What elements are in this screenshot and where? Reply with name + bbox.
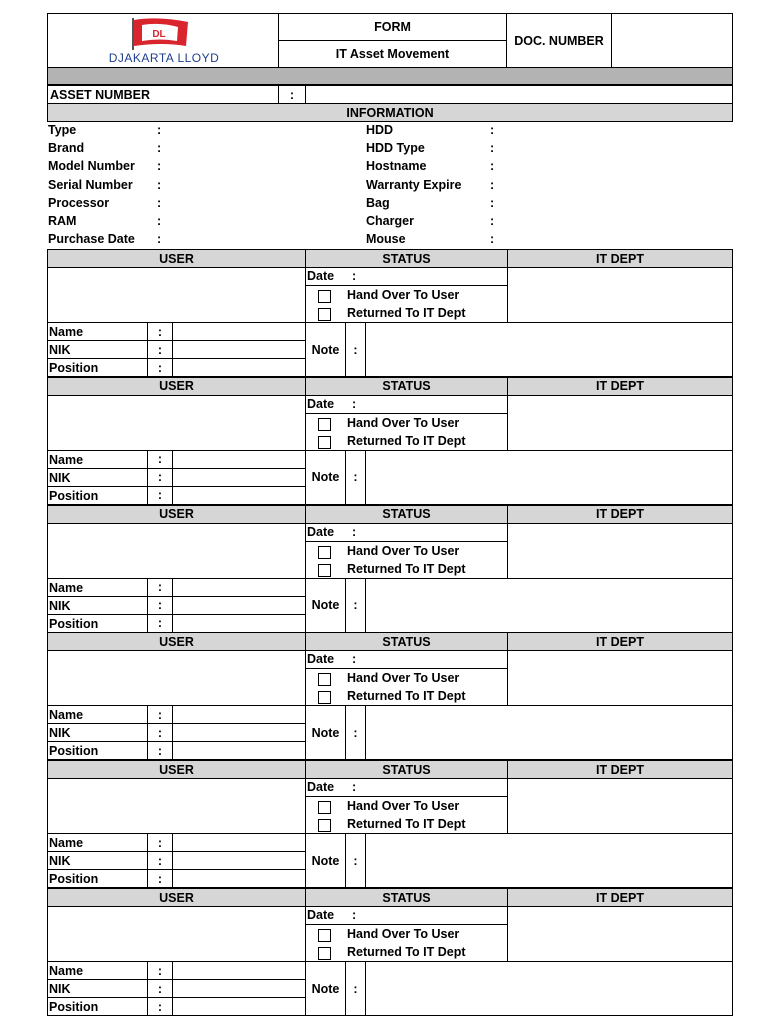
form-title: IT Asset Movement — [278, 40, 507, 68]
user-signature-area[interactable] — [47, 778, 306, 834]
returned-checkbox[interactable] — [318, 436, 331, 449]
position-colon: : — [147, 869, 173, 888]
it-dept-signature-area[interactable] — [507, 395, 733, 451]
note-colon: : — [345, 705, 366, 760]
information-header: INFORMATION — [47, 103, 733, 122]
note-value[interactable] — [365, 705, 733, 760]
position-colon: : — [147, 614, 173, 633]
date-label: Date — [307, 524, 335, 539]
nik-label: NIK — [47, 723, 148, 742]
note-value[interactable] — [365, 833, 733, 888]
name-colon: : — [147, 961, 173, 980]
position-label: Position — [47, 997, 148, 1016]
it-dept-header: IT DEPT — [507, 888, 733, 907]
nik-colon: : — [147, 340, 173, 359]
info-left-colon: : — [157, 177, 162, 192]
date-colon: : — [352, 524, 357, 539]
date-row — [305, 778, 508, 797]
position-label: Position — [47, 869, 148, 888]
name-colon: : — [147, 833, 173, 852]
asset-number-colon: : — [278, 85, 306, 104]
name-value[interactable] — [172, 705, 306, 724]
note-colon: : — [345, 322, 366, 377]
status-header: STATUS — [305, 505, 508, 524]
user-signature-area[interactable] — [47, 650, 306, 706]
position-colon: : — [147, 997, 173, 1016]
info-left-label: Type — [48, 123, 77, 137]
user-signature-area[interactable] — [47, 267, 306, 323]
note-colon: : — [345, 578, 366, 633]
asset-number-input[interactable] — [305, 85, 733, 104]
note-label: Note — [305, 322, 346, 377]
info-right-label: Bag — [366, 195, 390, 210]
nik-label: NIK — [47, 340, 148, 359]
position-value[interactable] — [172, 614, 306, 633]
returned-label: Returned To IT Dept — [347, 433, 466, 448]
info-right-value[interactable] — [502, 139, 727, 157]
handover-label: Hand Over To User — [347, 671, 460, 686]
handover-label: Hand Over To User — [347, 799, 460, 814]
nik-value[interactable] — [172, 468, 306, 487]
nik-value[interactable] — [172, 979, 306, 998]
name-label: Name — [47, 705, 148, 724]
info-right-value[interactable] — [502, 230, 727, 248]
name-value[interactable] — [172, 450, 306, 469]
note-value[interactable] — [365, 322, 733, 377]
nik-value[interactable] — [172, 596, 306, 615]
info-right-label: HDD — [366, 123, 394, 137]
name-colon: : — [147, 705, 173, 724]
status-header: STATUS — [305, 760, 508, 779]
asset-number-label: ASSET NUMBER — [50, 88, 151, 102]
info-left-colon: : — [157, 232, 162, 247]
status-options — [305, 541, 508, 579]
name-value[interactable] — [172, 578, 306, 597]
handover-label: Hand Over To User — [347, 543, 460, 558]
nik-colon: : — [147, 979, 173, 998]
info-left-value[interactable] — [167, 157, 357, 175]
date-label: Date — [307, 652, 335, 667]
note-colon: : — [345, 961, 366, 1016]
user-header: USER — [47, 377, 306, 396]
status-header: STATUS — [305, 377, 508, 396]
info-left-colon: : — [157, 141, 162, 156]
position-label: Position — [47, 486, 148, 505]
position-label: Position — [47, 741, 148, 760]
note-value[interactable] — [365, 450, 733, 505]
handover-checkbox[interactable] — [318, 290, 331, 303]
info-left-label: Purchase Date — [48, 232, 135, 247]
it-dept-signature-area[interactable] — [507, 267, 733, 323]
position-value[interactable] — [172, 358, 306, 377]
date-colon: : — [352, 780, 357, 795]
user-header: USER — [47, 632, 306, 651]
info-left-value[interactable] — [167, 176, 357, 194]
position-label: Position — [47, 358, 148, 377]
it-dept-signature-area[interactable] — [507, 523, 733, 579]
info-left-value[interactable] — [167, 139, 357, 157]
note-label: Note — [305, 450, 346, 505]
info-left-colon: : — [157, 159, 162, 174]
note-colon: : — [345, 450, 366, 505]
name-label: Name — [47, 578, 148, 597]
info-right-colon: : — [490, 159, 495, 174]
returned-checkbox[interactable] — [318, 564, 331, 577]
name-value[interactable] — [172, 833, 306, 852]
it-dept-signature-area[interactable] — [507, 906, 733, 962]
note-value[interactable] — [365, 578, 733, 633]
nik-colon: : — [147, 596, 173, 615]
it-dept-signature-area[interactable] — [507, 650, 733, 706]
it-dept-header: IT DEPT — [507, 505, 733, 524]
returned-label: Returned To IT Dept — [347, 561, 466, 576]
nik-label: NIK — [47, 979, 148, 998]
user-header: USER — [47, 888, 306, 907]
position-value[interactable] — [172, 869, 306, 888]
info-right-value[interactable] — [502, 121, 727, 139]
info-right-colon: : — [490, 232, 495, 247]
handover-label: Hand Over To User — [347, 415, 460, 430]
doc-number-label: DOC. NUMBER — [506, 13, 612, 68]
info-right-value[interactable] — [502, 194, 727, 212]
date-label: Date — [307, 396, 335, 411]
name-colon: : — [147, 322, 173, 341]
svg-text:DL: DL — [152, 29, 166, 40]
position-colon: : — [147, 486, 173, 505]
handover-checkbox[interactable] — [318, 546, 331, 559]
info-right-colon: : — [490, 123, 495, 137]
info-left-value[interactable] — [167, 230, 357, 248]
it-asset-movement-form — [47, 13, 733, 1024]
position-value[interactable] — [172, 741, 306, 760]
date-row — [305, 395, 508, 414]
date-label: Date — [307, 269, 335, 283]
status-options — [305, 285, 508, 323]
position-colon: : — [147, 358, 173, 377]
info-left-label: Processor — [48, 195, 110, 210]
handover-label: Hand Over To User — [347, 288, 460, 302]
nik-label: NIK — [47, 468, 148, 487]
nik-colon: : — [147, 468, 173, 487]
company-name: DJAKARTA LLOYD — [108, 51, 220, 65]
date-label: Date — [307, 908, 335, 922]
it-dept-header: IT DEPT — [507, 632, 733, 651]
name-colon: : — [147, 450, 173, 469]
info-left-label: Model Number — [48, 159, 135, 174]
user-signature-area[interactable] — [47, 906, 306, 962]
date-colon: : — [352, 396, 357, 411]
date-row — [305, 906, 508, 925]
note-value[interactable] — [365, 961, 733, 1016]
date-colon: : — [352, 908, 357, 922]
status-options — [305, 668, 508, 706]
status-header: STATUS — [305, 888, 508, 907]
returned-checkbox[interactable] — [318, 308, 331, 321]
status-header: STATUS — [305, 249, 508, 268]
info-right-label: Hostname — [366, 159, 427, 174]
user-signature-area[interactable] — [47, 395, 306, 451]
info-right-label: Warranty Expire — [366, 177, 462, 192]
handover-checkbox[interactable] — [318, 801, 331, 814]
nik-colon: : — [147, 851, 173, 870]
info-right-value[interactable] — [502, 176, 727, 194]
djakarta-lloyd-flag-logo — [128, 16, 198, 52]
info-left-colon: : — [157, 214, 162, 228]
name-value[interactable] — [172, 322, 306, 341]
info-right-colon: : — [490, 195, 495, 210]
info-left-label: RAM — [48, 214, 77, 228]
position-label: Position — [47, 614, 148, 633]
returned-label: Returned To IT Dept — [347, 689, 466, 704]
returned-label: Returned To IT Dept — [347, 817, 466, 832]
note-label: Note — [305, 705, 346, 760]
info-right-label: Mouse — [366, 232, 406, 247]
info-right-colon: : — [490, 177, 495, 192]
nik-value[interactable] — [172, 340, 306, 359]
returned-label: Returned To IT Dept — [347, 945, 466, 959]
returned-checkbox[interactable] — [318, 947, 331, 960]
info-left-value[interactable] — [167, 194, 357, 212]
date-colon: : — [352, 269, 357, 283]
info-left-value[interactable] — [167, 121, 357, 139]
note-label: Note — [305, 961, 346, 1016]
info-left-label: Brand — [48, 141, 85, 156]
it-dept-header: IT DEPT — [507, 249, 733, 268]
asset-number-label-cell — [47, 85, 279, 104]
info-right-value[interactable] — [502, 212, 727, 230]
nik-value[interactable] — [172, 723, 306, 742]
status-options — [305, 413, 508, 451]
status-options — [305, 796, 508, 834]
position-value[interactable] — [172, 997, 306, 1016]
info-left-label: Serial Number — [48, 177, 133, 192]
note-label: Note — [305, 833, 346, 888]
date-row — [305, 267, 508, 286]
nik-colon: : — [147, 723, 173, 742]
info-left-colon: : — [157, 195, 162, 210]
position-colon: : — [147, 741, 173, 760]
user-header: USER — [47, 760, 306, 779]
note-colon: : — [345, 833, 366, 888]
date-label: Date — [307, 780, 335, 795]
user-header: USER — [47, 249, 306, 268]
name-label: Name — [47, 833, 148, 852]
returned-label: Returned To IT Dept — [347, 306, 466, 320]
handover-checkbox[interactable] — [318, 673, 331, 686]
it-dept-signature-area[interactable] — [507, 778, 733, 834]
info-right-label: Charger — [366, 214, 414, 228]
note-label: Note — [305, 578, 346, 633]
returned-checkbox[interactable] — [318, 691, 331, 704]
info-right-colon: : — [490, 141, 495, 156]
name-label: Name — [47, 322, 148, 341]
it-dept-header: IT DEPT — [507, 760, 733, 779]
info-right-value[interactable] — [502, 157, 727, 175]
handover-checkbox[interactable] — [318, 418, 331, 431]
handover-checkbox[interactable] — [318, 929, 331, 942]
user-signature-area[interactable] — [47, 523, 306, 579]
name-value[interactable] — [172, 961, 306, 980]
nik-label: NIK — [47, 596, 148, 615]
nik-label: NIK — [47, 851, 148, 870]
nik-value[interactable] — [172, 851, 306, 870]
date-colon: : — [352, 652, 357, 667]
name-label: Name — [47, 450, 148, 469]
date-row — [305, 523, 508, 542]
info-left-value[interactable] — [167, 212, 357, 230]
it-dept-header: IT DEPT — [507, 377, 733, 396]
info-left-colon: : — [157, 123, 162, 137]
name-colon: : — [147, 578, 173, 597]
handover-label: Hand Over To User — [347, 927, 460, 941]
logo-cell — [47, 13, 279, 68]
separator-band — [47, 67, 733, 85]
date-row — [305, 650, 508, 669]
status-header: STATUS — [305, 632, 508, 651]
returned-checkbox[interactable] — [318, 819, 331, 832]
position-value[interactable] — [172, 486, 306, 505]
status-options — [305, 924, 508, 962]
info-right-label: HDD Type — [366, 141, 425, 156]
form-label: FORM — [278, 13, 507, 41]
info-right-colon: : — [490, 214, 495, 228]
user-header: USER — [47, 505, 306, 524]
name-label: Name — [47, 961, 148, 980]
doc-number-value[interactable] — [611, 13, 733, 68]
